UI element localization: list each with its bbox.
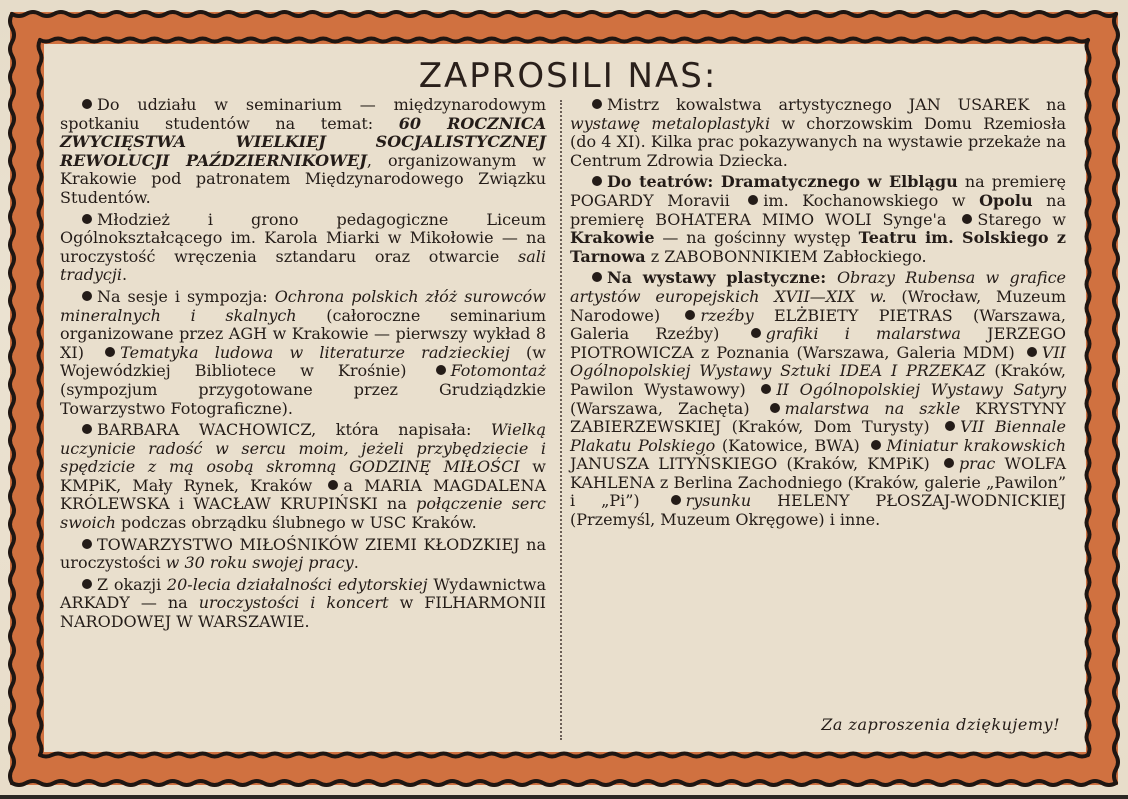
notice-text: Fotomontaż xyxy=(450,361,546,381)
bullet-dot-icon xyxy=(82,291,92,301)
notice-text: na premierę POGARDY Moravii xyxy=(570,172,1067,210)
notice-paragraph xyxy=(60,421,546,533)
notice-text: Tematyka ludowa w literaturze radzieckiej xyxy=(120,342,510,362)
left-column xyxy=(60,96,546,635)
notice-paragraph xyxy=(60,536,546,573)
notice-text: Do teatrów: Dramatycznego w Elblągu xyxy=(607,172,958,192)
notice-text: Na sesje i sympozja: xyxy=(97,286,275,306)
bullet-dot-icon xyxy=(82,579,92,589)
notice-text: rysunku xyxy=(685,491,752,511)
separator-dot-icon xyxy=(1027,347,1037,357)
notice-text: Teatru im. Solskiego z Tarnowa xyxy=(570,228,1067,266)
notice-text: ELŻBIETY PIETRAS (Warszawa, Galeria Rzeźby) xyxy=(570,305,1067,344)
notice-text: Mistrz kowalstwa artystycznego JAN USAREK na xyxy=(607,95,1066,114)
notice-text: Miniatur krakowskich xyxy=(886,435,1066,455)
notice-text: Opolu xyxy=(979,190,1033,210)
separator-dot-icon xyxy=(945,421,955,431)
notice-text: HELENY PŁOSZAJ-WODNICKIEJ (Przemyśl, Muzeum Okręgowe) i inne. xyxy=(570,491,1066,530)
notice-text: Ochrona polskich złóż surowców mineralnych i skalnych xyxy=(60,286,547,325)
notice-text: w KMPiK, Mały Rynek, Kraków xyxy=(60,457,547,495)
notice-text: im. Kochanowskiego w xyxy=(763,190,980,210)
notice-text: JANUSZA LITYŃSKIEGO (Kraków, KMPiK) xyxy=(570,454,939,474)
notice-text: uroczystości i koncert xyxy=(198,593,389,613)
notice-text: (Wrocław, Muzeum Narodowe) xyxy=(570,286,1067,325)
separator-dot-icon xyxy=(871,440,881,450)
notice-text: (Warszawa, Zachęta) xyxy=(570,398,765,418)
notice-text: (Katowice, BWA) xyxy=(715,435,867,455)
notice-text: wystawę metaloplastyki xyxy=(570,113,771,133)
separator-dot-icon xyxy=(685,310,695,320)
content-panel xyxy=(40,40,1096,752)
notice-text: rzeźby xyxy=(700,305,754,325)
separator-dot-icon xyxy=(105,347,115,357)
notice-text: . xyxy=(121,265,128,285)
notice-text: BARBARA WACHOWICZ, która napisała: xyxy=(97,420,491,440)
separator-dot-icon xyxy=(962,214,972,224)
notice-text: Z okazji xyxy=(97,574,167,594)
notice-text: (sympozjum przygotowane przez Grudziądzkie Towarzystwo Fotograficzne). xyxy=(60,379,546,418)
notice-paragraph xyxy=(570,173,1066,266)
notice-text: z ZABOBONNIKIEM Zabłockiego. xyxy=(645,246,927,266)
notice-text: sali tradycji xyxy=(60,246,546,285)
bullet-dot-icon xyxy=(592,272,602,282)
notice-paragraph xyxy=(60,96,546,208)
article-title: ZAPROSILI NAS: xyxy=(418,56,718,96)
right-column xyxy=(570,96,1066,533)
notice-text: Wydawnictwa ARKADY — na xyxy=(60,574,546,613)
separator-dot-icon xyxy=(770,403,780,413)
notice-text: VII Biennale Plakatu Polskiego xyxy=(570,417,1067,455)
notice-text: WOLFA KAHLENA z Berlina Zachodniego (Kraków, galerie „Pawilon” i „Pi”) xyxy=(570,454,1066,511)
notice-text: TOWARZYSTWO MIŁOŚNIKÓW ZIEMI KŁODZKIEJ na uroczystości xyxy=(60,534,546,573)
separator-dot-icon xyxy=(748,195,758,205)
bullet-dot-icon xyxy=(82,539,92,549)
separator-dot-icon xyxy=(761,384,771,394)
notice-text: Obrazy Rubensa w grafice artystów europejskich XVII—XIX w. xyxy=(570,268,1066,306)
notice-text: podczas obrządku ślubnego w USC Kraków. xyxy=(115,513,477,533)
notice-text: w chorzowskim Domu Rzemiosła (do 4 XI). Kilka prac pokazywanych na wystawie przekaże na Centrum Zdrowia Dziecka. xyxy=(570,113,1066,170)
notice-text: Starego w xyxy=(977,209,1066,229)
notice-text: (całoroczne seminarium organizowane przez AGH w Krakowie — pierwszy wykład 8 XI) xyxy=(60,305,547,362)
separator-dot-icon xyxy=(944,458,954,468)
notice-text: w 30 roku swojej pracy xyxy=(165,553,354,573)
notice-paragraph xyxy=(570,96,1066,170)
notice-text: prac xyxy=(958,454,996,474)
notice-text: 60 ROCZNICA ZWYCIĘSTWA WIELKIEJ SOCJALISTYCZNEJ REWOLUCJI PAŹDZIERNIKOWEJ xyxy=(60,113,546,170)
bullet-dot-icon xyxy=(82,424,92,434)
notice-text: w FILHARMONII NARODOWEJ W WARSZAWIE. xyxy=(60,593,547,632)
notice-paragraph xyxy=(60,288,546,418)
notice-text: VII Ogólnopolskiej Wystawy Sztuki IDEA I PRZEKAZ xyxy=(570,342,1066,381)
notice-text: (w Wojewódzkiej Bibliotece w Krośnie) xyxy=(60,342,546,381)
notice-text: połączenie serc swoich xyxy=(60,494,546,533)
notice-text: KRYSTYNY ZABIERZEWSKIEJ (Kraków, Dom Turysty) xyxy=(570,398,1066,437)
notice-text: grafiki i malarstwa xyxy=(765,324,961,344)
bullet-dot-icon xyxy=(592,176,602,186)
separator-dot-icon xyxy=(671,495,681,505)
column-divider xyxy=(560,100,562,740)
notice-text: II Ogólnopolskiej Wystawy Satyry xyxy=(776,379,1066,399)
separator-dot-icon xyxy=(328,480,338,490)
notice-text: Na wystawy plastyczne: xyxy=(607,268,837,288)
bullet-dot-icon xyxy=(592,99,602,109)
notice-text: , organizowanym w Krakowie pod patronatem Międzynarodowego Związku Studentów. xyxy=(60,150,546,207)
scan-edge xyxy=(0,795,1128,799)
notice-text: Wielką uczynicie radość w sercu moim, jeżeli przybędziecie i spędzicie z mą osobą skromną GODZINĘ MIŁOŚCI xyxy=(60,420,546,477)
notice-paragraph xyxy=(60,576,546,632)
notice-text: 20-lecia działalności edytorskiej xyxy=(166,574,428,594)
notice-text: Do udziału w seminarium — międzynarodowym spotkaniu studentów na temat: xyxy=(60,95,546,133)
bullet-dot-icon xyxy=(82,99,92,109)
notice-text: . xyxy=(353,553,359,573)
article-signoff: Za zaproszenia dziękujemy! xyxy=(821,715,1060,734)
separator-dot-icon xyxy=(436,365,446,375)
separator-dot-icon xyxy=(751,328,761,338)
notice-text: JERZEGO PIOTROWICZA z Poznania (Warszawa, Galeria MDM) xyxy=(570,324,1066,362)
notice-text: Młodzież i grono pedagogiczne Liceum Ogólnokształcącego im. Karola Miarki w Mikołowie — na uroczystość wręczenia sztandaru oraz otwarcie xyxy=(60,209,546,266)
notice-text: — na gościnny występ xyxy=(654,228,859,248)
notice-paragraph xyxy=(570,269,1066,529)
notice-paragraph xyxy=(60,211,546,285)
notice-text: malarstwa na szkle xyxy=(784,398,961,418)
notice-text: (Kraków, Pawilon Wystawowy) xyxy=(570,361,1066,399)
bullet-dot-icon xyxy=(82,214,92,224)
notice-text: Krakowie xyxy=(570,228,655,248)
notice-text: a MARIA MAGDALENA KRÓLEWSKA i WACŁAW KRUPIŃSKI na xyxy=(60,475,546,514)
notice-text: na premierę BOHATERA MIMO WOLI Synge'a xyxy=(570,190,1066,229)
